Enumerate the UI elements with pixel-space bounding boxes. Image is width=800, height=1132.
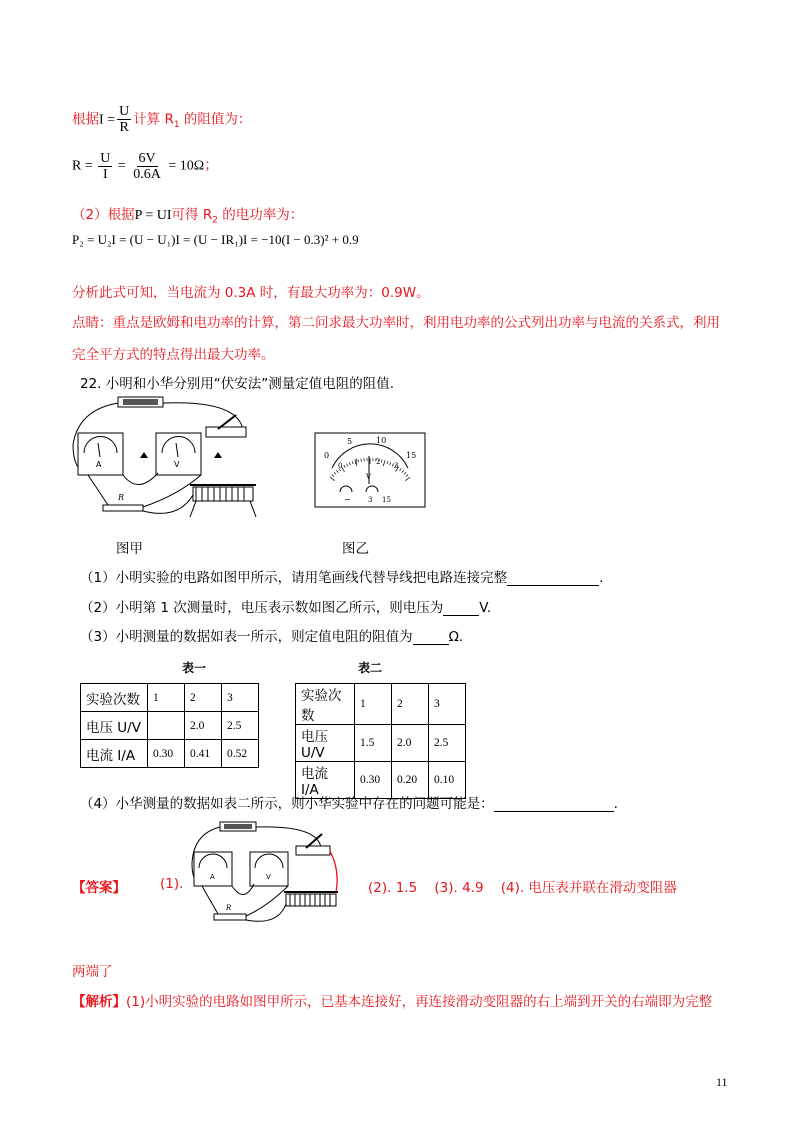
resistor	[103, 505, 143, 511]
formula-line-3	[72, 203, 303, 226]
wire	[143, 475, 201, 507]
wire	[256, 827, 321, 848]
resistor	[214, 914, 246, 920]
answer-circuit-figure	[188, 820, 348, 928]
table-cell: 3	[429, 684, 466, 725]
caption-figure-a: 图甲	[116, 541, 143, 557]
analysis-line: 分析此式可知，当电流为 0.3A 时，有最大功率为：0.9W。	[72, 285, 430, 301]
answer-blank	[494, 798, 614, 812]
table-2	[295, 683, 466, 799]
power-formula: P₂ = U₂I = (U − U₁)I = (U − IR₁)I = −10(I − 0.3)² + 0.9	[72, 232, 359, 247]
table-cell: 0.30	[355, 762, 392, 799]
answer-4: (4). 电压表并联在滑动变阻器	[500, 880, 677, 896]
frac-num: U	[119, 104, 130, 119]
scale-top-0: 0	[324, 451, 330, 460]
eq-p-ui: P = UI	[134, 208, 172, 223]
tip-line-1: 点睛：重点是欧姆和电功率的计算，第二问求最大功率时，利用电功率的公式列出功率与电流的关系式，利用	[72, 315, 720, 331]
text-l3-post: 可得 R	[171, 207, 213, 223]
text-l3-post2: 的电功率为：	[217, 207, 304, 223]
resistor-label: R	[118, 493, 125, 502]
answer-line-right	[368, 876, 677, 896]
circuit-figure-a	[68, 395, 273, 525]
formula-line-2	[72, 151, 218, 182]
fraction-u-r	[117, 104, 131, 135]
question-4: （4）小华测量的数据如表二所示，则小华实验中存在的问题可能是： .	[80, 796, 618, 812]
sub-1: 1	[173, 120, 180, 131]
table-cell: 0.10	[429, 762, 466, 799]
eq-sign: =	[117, 158, 126, 174]
analysis-paragraph	[72, 990, 712, 1010]
wire	[202, 886, 218, 914]
formula-line-1	[72, 104, 251, 135]
answer-red-wire	[330, 851, 337, 892]
table-cell: 电流 I/A	[296, 762, 355, 799]
table-row	[296, 725, 466, 762]
table-cell: 电压 U/V	[81, 712, 148, 740]
battery-cells	[224, 824, 252, 829]
table-row	[81, 740, 259, 768]
semicolon: ；	[204, 158, 219, 174]
table-row	[81, 712, 259, 740]
scale-top-5: 5	[347, 437, 353, 446]
question-2-text: （2）小明第 1 次测量时，电压表示数如图乙所示，则电压为	[80, 600, 444, 616]
sub-2: 2	[212, 215, 218, 226]
resistor-label: R	[226, 904, 232, 912]
analysis-label: 【解析】	[72, 994, 126, 1010]
table-cell: 2.5	[429, 725, 466, 762]
question-3	[80, 625, 463, 645]
table-cell: 实验次数	[81, 684, 148, 712]
fraction-u-i	[98, 151, 112, 182]
wire	[123, 473, 158, 485]
table-cell: 2	[392, 684, 429, 725]
table-cell: 电流 I/A	[81, 740, 148, 768]
table-cell: 实验次数	[296, 684, 355, 725]
terminal-15: 15	[382, 496, 391, 504]
voltmeter-label: V	[174, 460, 180, 469]
table-cell: 3	[222, 684, 259, 712]
table-cell: 0.41	[185, 740, 222, 768]
table-cell: 1.5	[355, 725, 392, 762]
switch	[296, 846, 330, 855]
wire	[88, 475, 108, 505]
answer-blank	[507, 572, 599, 586]
table-1	[80, 683, 259, 768]
analysis-text: (1)小明实验的电路如图甲所示，已基本连接好，再连接滑动变阻器的右上端到开关的右端即为完整	[126, 994, 713, 1010]
scale-top-10: 10	[376, 436, 387, 445]
answer-3: (3). 4.9	[434, 880, 484, 896]
table-cell: 0.20	[392, 762, 429, 799]
meter-unit: V	[366, 473, 372, 481]
answer-2: (2). 1.5	[368, 880, 418, 896]
eq-l1: I =	[99, 112, 116, 128]
frac-num: U	[100, 151, 111, 166]
terminal-3: 3	[368, 496, 373, 504]
answer-blank	[443, 602, 479, 616]
text-l1-post2: 的阻值为：	[179, 111, 252, 128]
wire	[163, 403, 243, 430]
voltmeter-label: V	[266, 873, 271, 881]
answer-blank	[413, 631, 449, 645]
table-cell: 2.0	[185, 712, 222, 740]
question-1-text: （1）小明实验的电路如图甲所示，请用笔画线代替导线把电路连接完整	[80, 570, 508, 586]
fraction-6v-06a	[131, 151, 163, 182]
rheostat-legs	[190, 501, 256, 517]
question-22: 22. 小明和小华分别用“伏安法”测量定值电阻的阻值.	[80, 376, 395, 392]
question-2	[80, 596, 491, 616]
text-l3-pre: （2）根据	[72, 207, 135, 223]
answer-1: (1).	[160, 876, 184, 892]
terminal-neg: −	[344, 495, 351, 504]
triangle-mark	[140, 452, 148, 458]
voltmeter-face-figure-b	[314, 432, 426, 508]
table-cell: 2.0	[392, 725, 429, 762]
table-row	[296, 684, 466, 725]
answer-4-continued: 两端了	[72, 964, 113, 980]
answer-line	[72, 876, 184, 896]
table-row	[81, 684, 259, 712]
unit-v: V.	[479, 600, 492, 616]
scale-bottom-1: 1	[354, 458, 359, 466]
table-cell: 0.52	[222, 740, 259, 768]
eq-lhs: R =	[72, 158, 93, 174]
triangle-mark	[214, 452, 222, 458]
tip-line-2: 完全平方式的特点得出最大功率。	[72, 347, 275, 363]
scale-bottom-2: 2	[376, 458, 381, 466]
rheostat	[286, 894, 336, 906]
table-cell: 电压 U/V	[296, 725, 355, 762]
frac-num: 6V	[138, 151, 156, 166]
question-4-text: （4）小华测量的数据如表二所示，则小华实验中存在的问题可能是：	[80, 796, 494, 812]
table-1-title: 表一	[182, 661, 207, 675]
frac-den: 0.6A	[133, 167, 161, 182]
page-number: 11	[716, 1075, 728, 1089]
table-cell: 2.5	[222, 712, 259, 740]
scale-top-15: 15	[406, 451, 417, 460]
table-cell: 1	[148, 684, 185, 712]
table-cell: 0.30	[148, 740, 185, 768]
unit-ohm: Ω.	[448, 629, 464, 645]
question-3-text: （3）小明测量的数据如表一所示，则定值电阻的阻值为	[80, 629, 413, 645]
scale-bottom-3: 3	[394, 462, 399, 470]
table-cell	[148, 712, 185, 740]
ammeter-label: A	[210, 873, 215, 881]
battery-cells	[123, 399, 158, 405]
table-2-title: 表二	[358, 661, 383, 675]
table-cell: 2	[185, 684, 222, 712]
eq-result: = 10Ω	[168, 158, 205, 174]
scale-bottom-0: 0	[338, 462, 343, 470]
question-1: （1）小明实验的电路如图甲所示，请用笔画线代替导线把电路连接完整 .	[80, 570, 604, 586]
frac-den: I	[102, 167, 108, 182]
table-cell: 1	[355, 684, 392, 725]
frac-den: R	[119, 120, 129, 135]
text-l1-pre: 根据	[72, 111, 99, 128]
switch	[206, 427, 246, 437]
text-l1-post: 计算 R	[133, 111, 174, 128]
caption-figure-b: 图乙	[342, 541, 369, 557]
ammeter-label: A	[96, 460, 102, 469]
answer-label: 【答案】	[72, 880, 126, 896]
